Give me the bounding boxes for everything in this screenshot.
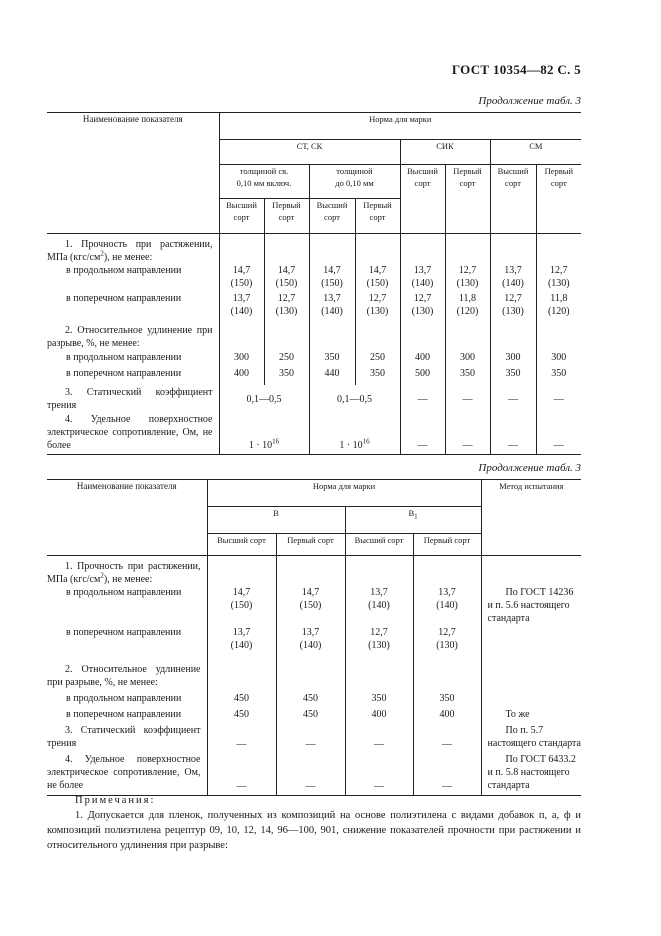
column-header-high: Высший сорт — [309, 199, 355, 234]
note-1: 1. Допускается для пленок, полученных из композиций на основе полиэтилена с видами добавок п, а, ф и композиций полиэтилена рецептур 09, 10, 12, 14, 96—100, 901, снижение показателей прочности при растяжении и относительного удлинения при разрыве: — [47, 810, 581, 851]
table-row: в поперечном направлении 450 450 400 400 То же — [47, 708, 581, 724]
page-header: ГОСТ 10354—82 С. 5 — [451, 62, 581, 77]
column-header-sik-high: Высший сорт — [400, 165, 445, 234]
column-header-high: Высший сорт — [219, 199, 264, 234]
table-row: 3. Статический коэффициент трения — — — — По п. 5.7 настоящего стандарта — [47, 724, 581, 753]
table-row: 3. Статический коэффициент трения 0,1—0,5 0,1—0,5 — — — — — [47, 385, 581, 413]
table-row: в поперечном направлении 400 350 440 350 500 350 350 350 — [47, 367, 581, 385]
column-header-st-sk: СТ, СК — [219, 140, 400, 165]
column-header-method: Метод испытания — [481, 480, 581, 556]
column-header-first: Первый сорт — [276, 534, 345, 556]
column-header-high: Высший сорт — [345, 534, 413, 556]
column-header-high: Высший сорт — [207, 534, 276, 556]
table-row: 2. Относительное удлинение при разрыве, %, не менее: — [47, 322, 581, 351]
table-continuation-label: Продолжение табл. 3 — [478, 462, 581, 474]
column-header-thick-upto: толщиной до 0,10 мм — [309, 165, 400, 199]
column-header-thick-over: толщиной св. 0,10 мм включ. — [219, 165, 309, 199]
table-row: в поперечном направлении 13,7 (140) 12,7 (130) 13,7 (140) 12,7 (130) 12,7 (130) 11,8 (120) 12,7 (130) 11,8 (120) — [47, 292, 581, 322]
table-row: 4. Удельное поверхностное электрическое сопротивление, Ом, не более — — — — По ГОСТ 6433.2 и п. 5.8 настоящего стандарта — [47, 753, 581, 795]
column-header-sik: СИК — [400, 140, 490, 165]
table-row: в поперечном направлении 13,7 (140) 13,7 (140) 12,7 (130) 12,7 (130) — [47, 626, 581, 663]
column-header-mark-v: В — [207, 507, 345, 534]
table-3-part-1 — [47, 112, 581, 455]
column-header-sm: СМ — [490, 140, 581, 165]
table-row: в продольном направлении 300 250 350 250 400 300 300 300 — [47, 351, 581, 367]
table-row: 4. Удельное поверхностное электрическое сопротивление, Ом, не более $1 \cdot 10^{16}$ $1 \cdot 10^{16}$ — — — — — [47, 413, 581, 454]
column-header-first: Первый сорт — [264, 199, 309, 234]
column-header-name: Наименование показателя — [47, 113, 219, 234]
column-header-norma: Норма для марки — [207, 480, 481, 507]
column-header-sm-high: Высший сорт — [490, 165, 536, 234]
table-continuation-label: Продолжение табл. 3 — [478, 95, 581, 107]
table-row: 2. Относительное удлинение при разрыве, %, не менее: — [47, 663, 581, 692]
column-header-norma: Норма для марки — [219, 113, 581, 140]
table-row: в продольном направлении 450 450 350 350 — [47, 692, 581, 708]
column-header-mark-v1: $В_1$ — [345, 507, 481, 534]
notes — [47, 793, 581, 853]
column-header-name: Наименование показателя — [47, 480, 207, 556]
table-3-part-2 — [47, 479, 581, 796]
table-row: в продольном направлении 14,7 (150) 14,7 (150) 14,7 (150) 14,7 (150) 13,7 (140) 12,7 (130) 13,7 (140) 12,7 (130) — [47, 264, 581, 292]
column-header-first: Первый сорт — [413, 534, 481, 556]
column-header-first: Первый сорт — [355, 199, 400, 234]
column-header-sm-first: Первый сорт — [536, 165, 581, 234]
notes-title: Примечания: — [75, 795, 156, 806]
table-row: в продольном направлении 14,7 (150) 14,7 (150) 13,7 (140) 13,7 (140) По ГОСТ 14236 и п. 5.6 настоящего стандарта — [47, 586, 581, 626]
table-row: 1. Прочность при растяжении, МПа $(кгс/см^2)$, не менее: — [47, 234, 581, 265]
column-header-sik-first: Первый сорт — [445, 165, 490, 234]
table-row: 1. Прочность при растяжении, МПа $(кгс/см^2)$, не менее: — [47, 556, 581, 587]
